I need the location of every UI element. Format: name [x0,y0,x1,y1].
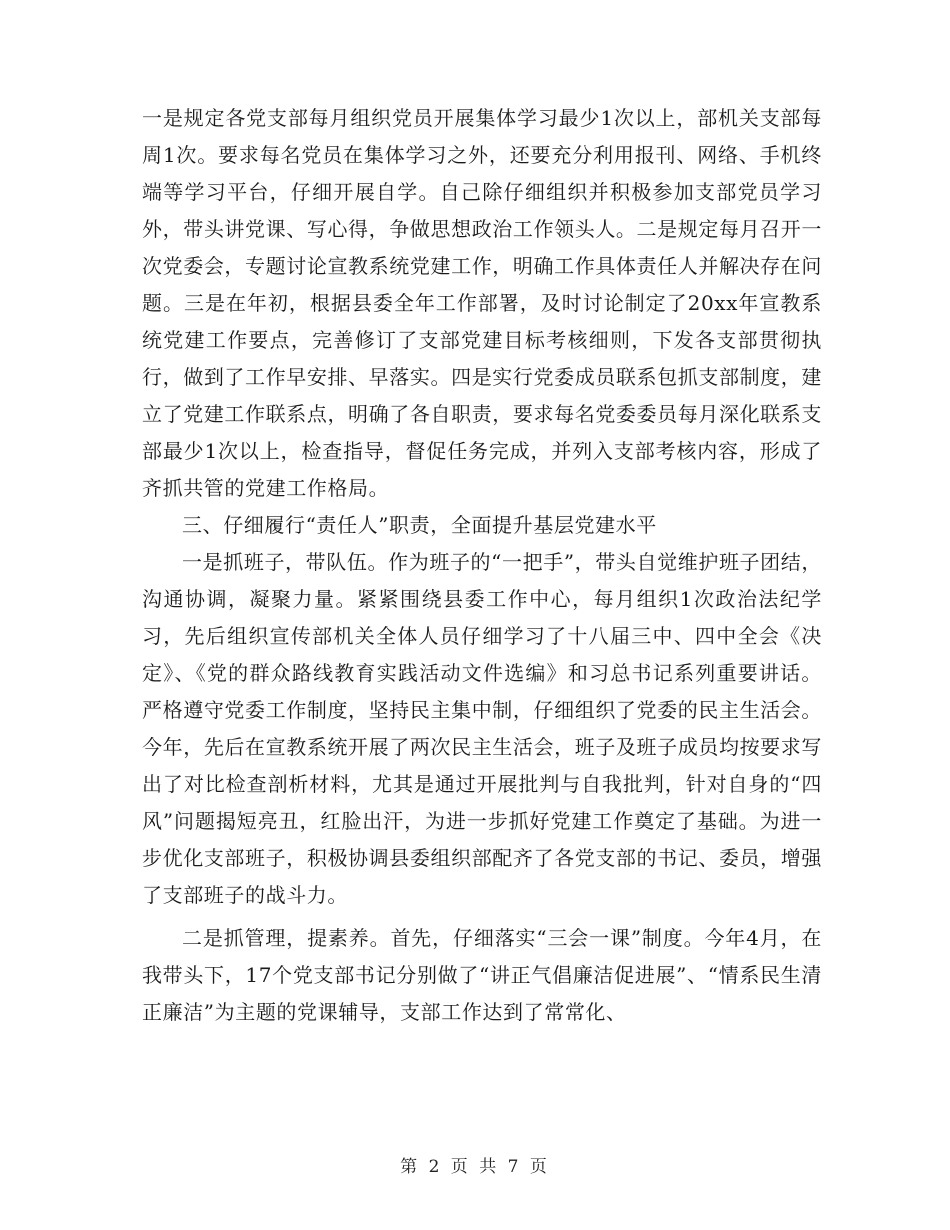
body-paragraph-continued: 一是规定各党支部每月组织党员开展集体学习最少1次以上，部机关支部每周1次。要求每名党员在集体学习之外，还要充分利用报刊、网络、手机终端等学习平台，仔细开展自学。自己除仔细组织并积极参加支部党员学习外，带头讲党课、写心得，争做思想政治工作领头人。二是规定每月召开一次党委会，专题讨论宣教系统党建工作，明确工作具体责任人并解决存在问题。三是在年初，根据县委全年工作部署，及时讨论制定了20xx年宣教系统党建工作要点，完善修订了支部党建目标考核细则，下发各支部贯彻执行，做到了工作早安排、早落实。四是实行党委成员联系包抓支部制度，建立了党建工作联系点，明确了各自职责，要求每名党委委员每月深化联系支部最少1次以上，检查指导，督促任务完成，并列入支部考核内容，形成了齐抓共管的党建工作格局。 [142,106,822,500]
page-number-footer: 第 2 页 共 7 页 [400,1157,550,1177]
section-heading: 三、仔细履行“责任人”职责，全面提升基层党建水平 [182,513,657,537]
body-paragraph-management: 二是抓管理，提素养。首先，仔细落实“三会一课”制度。今年4月，在我带头下，17个党支部书记分别做了“讲正气倡廉洁促进展”、“情系民生清正廉洁”为主题的党课辅导，支部工作达到了常常化、 [142,926,822,1024]
body-paragraph-team-building: 一是抓班子，带队伍。作为班子的“一把手”，带头自觉维护班子团结，沟通协调，凝聚力量。紧紧围绕县委工作中心，每月组织1次政治法纪学习，先后组织宣传部机关全体人员仔细学习了十八届三中、四中全会《决定》、《党的群众路线教育实践活动文件选编》和习总书记系列重要讲话。严格遵守党委工作制度，坚持民主集中制，仔细组织了党委的民主生活会。今年，先后在宣教系统开展了两次民主生活会，班子及班子成员均按要求写出了对比检查剖析材料，尤其是通过开展批判与自我批判，针对自身的“四风”问题揭短亮丑，红脸出汗，为进一步抓好党建工作奠定了基础。为进一步优化支部班子，积极协调县委组织部配齐了各党支部的书记、委员，增强了支部班子的战斗力。 [142,550,822,907]
document-body [142,100,822,1031]
